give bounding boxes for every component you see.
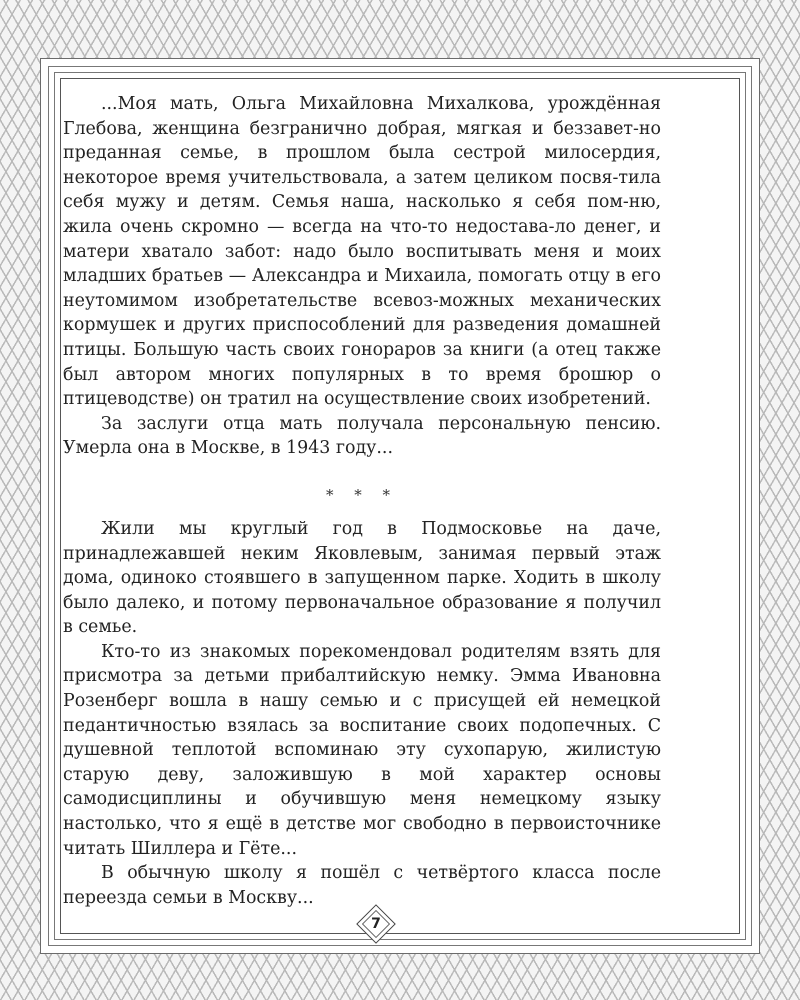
paragraph-dacha: Жили мы круглый год в Подмосковье на даче, принадлежавшей неким Яковлевым, занимая первый этаж дома, одиноко стоявшего в запущенном парке. Ходить в школу было далеко, и потому первоначальное образование я получил в семье. (63, 518, 661, 638)
page-number-badge (358, 906, 394, 942)
section-separator: * * * (325, 485, 399, 504)
paragraph-mother: ...Моя мать, Ольга Михайловна Михалкова, урождённая Глебова, женщина безгранично добрая, мягкая и беззавет-но преданная семье, в прошлом была сестрой милосердия, некоторое время учительствовала, а затем целиком посвя-тила себя мужу и детям. Семья наша, насколько я себя пом-ню, жила очень скромно — всегда на что-то недостава-ло денег, и матери хватало забот: надо было воспитывать меня и моих младших братьев — Александра и Михаила, помогать отцу в его неутомимом изобретательстве всевоз-можных механических кормушек и других приспособлений для разведения домашней птицы. Большую часть своих гонораров за книги (а отец также был автором многих популярных в то время брошюр о птицеводстве) он тратил на осуществление своих изобретений. (63, 94, 661, 410)
page-number: 7 (371, 916, 381, 932)
paragraph-governess: Кто-то из знакомых порекомендовал родителям взять для присмотра за детьми прибалтийскую немку. Эмма Ивановна Розенберг вошла в нашу семью и с присущей ей немецкой педантичностью взялась за воспитание своих подопечных. С душевной теплотой вспоминаю эту сухопарую, жилистую старую деву, заложившую в мой характер основы самодисциплины и обучившую меня немецкому языку настолько, что я ещё в детстве мог свободно в первоисточнике читать Шиллера и Гёте... (63, 641, 661, 859)
paragraph-school: В обычную школу я пошёл с четвёртого класса после переезда семьи в Москву... (63, 863, 661, 908)
body-text (63, 92, 661, 910)
paragraph-pension: За заслуги отца мать получала персональную пенсию. Умерла она в Москве, в 1943 году... (63, 413, 661, 459)
